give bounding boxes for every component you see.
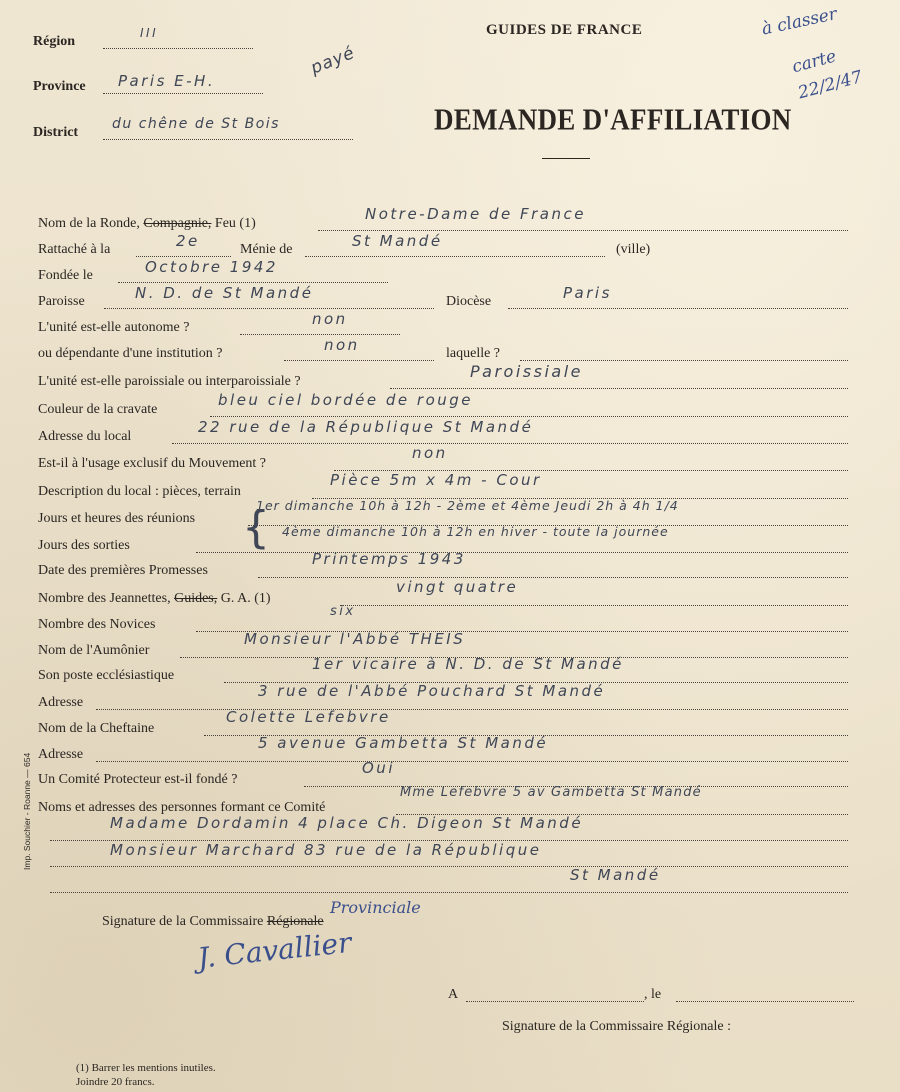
field-ronde-dots: [318, 230, 848, 231]
field-paroissiale-value: Paroissiale: [470, 362, 583, 381]
field-paroisse-dots: [104, 308, 434, 309]
field-cravate-dots: [210, 416, 848, 417]
committee-dots-2: [50, 866, 848, 867]
field-reunions-label: Jours et heures des réunions: [38, 511, 196, 526]
footer-le-dots: [676, 1001, 854, 1002]
field-local-value: 22 rue de la République St Mandé: [198, 418, 534, 436]
footer-a-label: A: [448, 987, 459, 1002]
field-ville-label: (ville): [616, 242, 651, 257]
field-exclusif-label: Est-il à l'usage exclusif du Mouvement ?: [38, 456, 267, 471]
field-rattache-value-pre: 2e: [176, 232, 200, 250]
field-novices-label: Nombre des Novices: [38, 617, 156, 632]
field-paroisse-label: Paroisse: [38, 294, 85, 309]
printer-mark: Imp. Souchier - Roanne — 654: [22, 752, 32, 870]
org-name: GUIDES DE FRANCE: [486, 22, 643, 38]
footer-le-label: , le: [644, 987, 662, 1002]
region-dots: [103, 48, 253, 49]
field-adresse-cheftaine-dots: [96, 761, 848, 762]
committee-line-2: Monsieur Marchard 83 rue de la République: [110, 841, 542, 859]
field-sorties-dots: [196, 552, 848, 553]
field-local-dots: [172, 443, 848, 444]
field-aumonier-label: Nom de l'Aumônier: [38, 643, 150, 658]
field-adresse-aumonier-value: 3 rue de l'Abbé Pouchard St Mandé: [258, 682, 606, 700]
district-dots: [103, 139, 353, 140]
field-autonome-value: non: [312, 310, 348, 328]
footnote-1: (1) Barrer les mentions inutiles.: [76, 1062, 216, 1074]
field-fondee-label: Fondée le: [38, 268, 93, 283]
footnote-2: Joindre 20 francs.: [76, 1076, 155, 1088]
field-menie-value: St Mandé: [352, 232, 443, 250]
corner-note-date: 22/2/47: [796, 67, 865, 104]
field-ronde-value: Notre-Dame de France: [365, 205, 586, 223]
field-paroisse-value: N. D. de St Mandé: [135, 284, 314, 302]
field-promesses-label: Date des premières Promesses: [38, 563, 208, 578]
field-adresse-aumonier-dots: [96, 709, 848, 710]
field-ronde-label: Nom de la Ronde, Compagnie, Feu (1): [38, 216, 256, 231]
field-cravate-label: Couleur de la cravate: [38, 402, 158, 417]
field-menie-dots: [305, 256, 605, 257]
field-diocese-label: Diocèse: [446, 294, 492, 309]
paid-note: payé: [308, 42, 358, 79]
field-promesses-dots: [258, 577, 848, 578]
committee-line-1: Madame Dordamin 4 place Ch. Digeon St Mandé: [110, 814, 584, 832]
field-sorties-value: 4ème dimanche 10h à 12h en hiver - toute la journée: [282, 524, 669, 539]
district-label: District: [33, 125, 79, 140]
field-adresse-cheftaine-value: 5 avenue Gambetta St Mandé: [258, 734, 549, 752]
signature-label-1: Signature de la Commissaire Régionale: [102, 914, 324, 929]
province-dots: [103, 93, 263, 94]
field-promesses-value: Printemps 1943: [312, 550, 466, 568]
bracket-brace: {: [242, 502, 270, 553]
field-laquelle-dots: [520, 360, 848, 361]
field-jeannettes-value: vingt quatre: [396, 578, 519, 596]
committee-dots-3: [50, 892, 848, 893]
form-title: DEMANDE D'AFFILIATION: [434, 102, 792, 137]
field-reunions-value: 1er dimanche 10h à 12h - 2ème et 4ème Jeudi 2h à 4h 1/4: [256, 498, 679, 513]
field-aumonier-value: Monsieur l'Abbé THEIS: [244, 630, 466, 648]
field-adresse-aumonier-label: Adresse: [38, 695, 84, 710]
field-paroissiale-label: L'unité est-elle paroissiale ou interparoissiale ?: [38, 374, 301, 389]
field-comite-noms-label: Noms et adresses des personnes formant ce Comité: [38, 800, 326, 815]
field-cheftaine-value: Colette Lefebvre: [226, 708, 391, 726]
signature-label-2: Signature de la Commissaire Régionale :: [502, 1019, 732, 1034]
field-fondee-dots: [118, 282, 388, 283]
title-underline: [542, 158, 590, 159]
field-institution-value: non: [324, 336, 360, 354]
field-adresse-cheftaine-label: Adresse: [38, 747, 84, 762]
field-jeannettes-label: Nombre des Jeannettes, Guides, G. A. (1): [38, 591, 271, 606]
field-novices-value: six: [330, 604, 356, 619]
field-menie-label: Ménie de: [240, 242, 293, 257]
field-institution-label: ou dépendante d'une institution ?: [38, 346, 223, 361]
district-value: du chêne de St Bois: [112, 116, 280, 132]
field-comite-noms-value: Mme Lefebvre 5 av Gambetta St Mandé: [400, 785, 702, 800]
field-description-label: Description du local : pièces, terrain: [38, 484, 241, 499]
field-autonome-label: L'unité est-elle autonome ?: [38, 320, 190, 335]
field-exclusif-value: non: [412, 444, 448, 462]
field-diocese-dots: [508, 308, 848, 309]
field-comite-label: Un Comité Protecteur est-il fondé ?: [38, 772, 238, 787]
field-cheftaine-label: Nom de la Cheftaine: [38, 721, 155, 736]
field-institution-dots: [284, 360, 434, 361]
region-value: III: [140, 26, 159, 40]
committee-line-3: St Mandé: [570, 866, 661, 884]
field-fondee-value: Octobre 1942: [145, 258, 278, 276]
field-cravate-value: bleu ciel bordée de rouge: [218, 391, 474, 409]
field-poste-value: 1er vicaire à N. D. de St Mandé: [312, 655, 624, 673]
field-rattache-dots: [136, 256, 231, 257]
field-autonome-dots: [240, 334, 400, 335]
field-comite-value: Oui: [362, 759, 395, 777]
signature-label-addition: Provinciale: [330, 898, 421, 917]
province-label: Province: [33, 79, 86, 94]
field-paroissiale-dots: [390, 388, 848, 389]
field-poste-label: Son poste ecclésiastique: [38, 668, 175, 683]
footer-a-dots: [466, 1001, 644, 1002]
field-jeannettes-dots: [340, 605, 848, 606]
field-local-label: Adresse du local: [38, 429, 132, 444]
field-sorties-label: Jours des sorties: [38, 538, 130, 553]
field-description-value: Pièce 5m x 4m - Cour: [330, 471, 542, 489]
field-rattache-label: Rattaché à la: [38, 242, 111, 257]
field-laquelle-label: laquelle ?: [446, 346, 501, 361]
corner-note-classer: à classer: [760, 4, 839, 40]
region-label: Région: [33, 34, 75, 49]
signature-commissaire: J. Cavallier: [196, 925, 353, 975]
field-diocese-value: Paris: [563, 284, 612, 302]
corner-note-carte: carte: [790, 46, 839, 78]
province-value: Paris E-H.: [118, 72, 216, 90]
